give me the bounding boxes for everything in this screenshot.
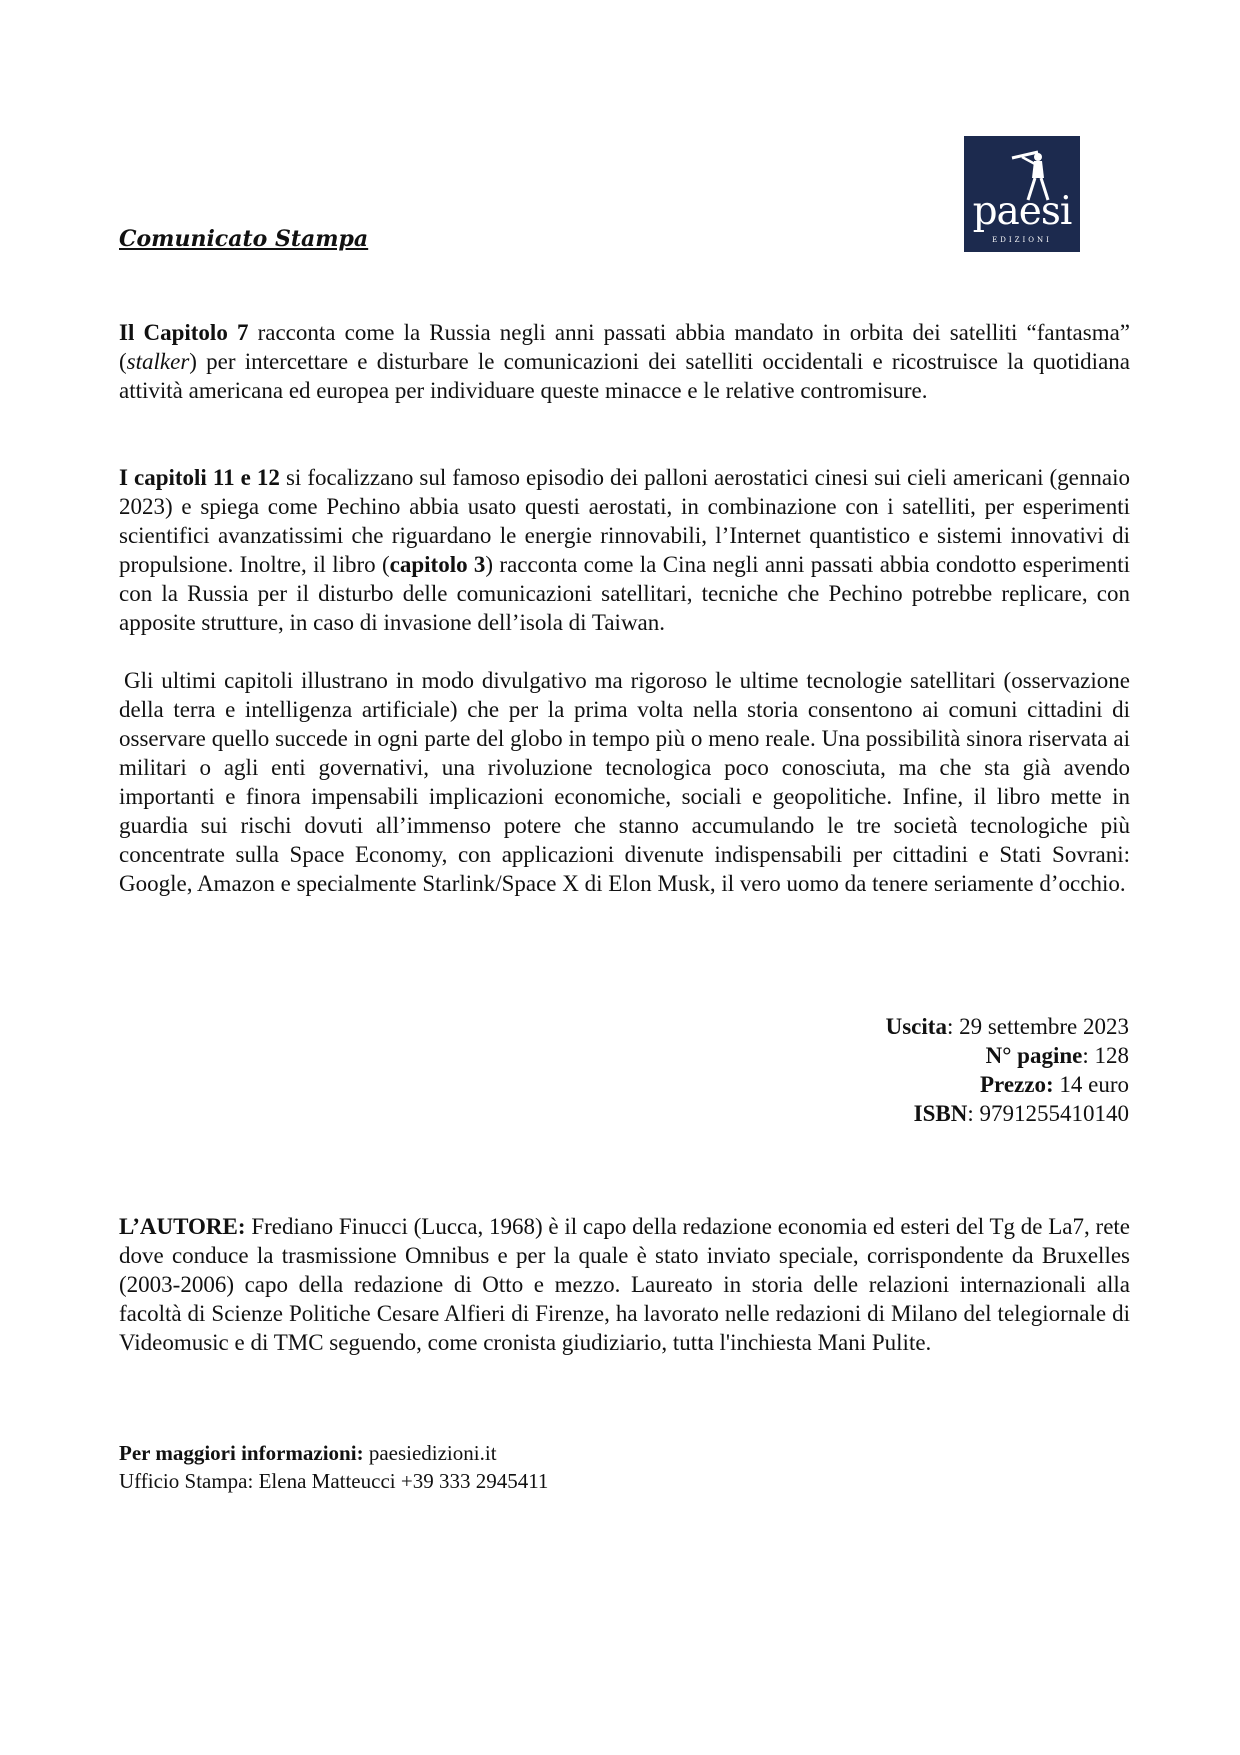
- isbn-value: 9791255410140: [973, 1101, 1129, 1126]
- more-info-label: Per maggiori informazioni:: [119, 1441, 364, 1465]
- release-sep: :: [946, 1014, 954, 1039]
- author-label: L’AUTORE:: [119, 1214, 246, 1239]
- book-info: [700, 1012, 1129, 1128]
- price: [700, 1070, 1129, 1099]
- more-info-line: [119, 1439, 548, 1467]
- release-date: [700, 1012, 1129, 1041]
- paragraph1-text-a: racconta come la Russia negli anni passati abbia mandato in orbita dei satelliti “fantasma” (: [119, 320, 1130, 374]
- release-value: 29 settembre 2023: [953, 1014, 1129, 1039]
- paragraph1-text-b: ) per intercettare e disturbare le comunicazioni dei satelliti occidentali e ricostruisce la quotidiana attività americana ed europea per individuare queste minacce e le relative contromisure.: [119, 349, 1130, 403]
- release-label: Uscita: [885, 1014, 947, 1039]
- paragraph2-text-a: si focalizzano sul famoso episodio dei palloni aerostatici cinesi sui cieli americani (gennaio 2023) e spiega come Pechino abbia usato questi aerostati, in combinazione con i satelliti, per esperimenti scientifici avanzatissimi che riguardano le energie rinnovabili, l’Internet quantistico e sistemi innovativi di propulsione. Inoltre, il libro (: [119, 465, 1130, 577]
- paragraph-chapters-11-12: [119, 463, 1130, 637]
- chapter-3-ref: capitolo 3: [389, 552, 486, 577]
- document-title: Comunicato Stampa: [119, 226, 369, 252]
- author-text: Frediano Finucci (Lucca, 1968) è il capo della redazione economia ed esteri del Tg de La7, rete dove conduce la trasmissione Omnibus e per la quale è stato inviato speciale, corrispondente da Bruxelles (2003-2006) capo della redazione di Otto e mezzo. Laureato in storia delle relazioni internazionali alla facoltà di Scienze Politiche Cesare Alfieri di Firenze, ha lavorato nelle redazioni di Milano del telegiornale di Videomusic e di TMC seguendo, come cronista giudiziario, tutta l'inchiesta Mani Pulite.: [119, 1214, 1130, 1355]
- website-link[interactable]: paesiedizioni.it: [363, 1441, 497, 1465]
- publisher-logo: [964, 136, 1080, 252]
- author-bio: [119, 1212, 1130, 1357]
- isbn: [700, 1099, 1129, 1128]
- paragraph2-text-b: ) racconta come la Cina negli anni passati abbia condotto esperimenti con la Russia per il disturbo delle comunicazioni satellitari, tecniche che Pechino potrebbe replicare, con apposite strutture, in caso di invasione dell’isola di Taiwan.: [119, 552, 1130, 635]
- logo-subtitle: EDIZIONI: [992, 236, 1052, 244]
- isbn-label: ISBN: [913, 1101, 968, 1126]
- pages-label: N° pagine: [985, 1043, 1083, 1068]
- stalker-term: stalker: [126, 349, 190, 374]
- chapter-7-lead: Il Capitolo 7: [119, 320, 249, 345]
- pages-value: 128: [1088, 1043, 1129, 1068]
- paragraph-chapter-7: [119, 318, 1130, 405]
- contacts: [119, 1439, 548, 1495]
- isbn-sep: :: [967, 1101, 974, 1126]
- price-value: 14 euro: [1053, 1072, 1129, 1097]
- press-office-line: Ufficio Stampa: Elena Matteucci +39 333 2945411: [119, 1469, 549, 1493]
- paragraph-final-chapters: Gli ultimi capitoli illustrano in modo divulgativo ma rigoroso le ultime tecnologie satellitari (osservazione della terra e intelligenza artificiale) che per la prima volta nella storia consentono ai comuni cittadini di osservare quello succede in ogni parte del globo in tempo più o meno reale. Una possibilità sinora riservata ai militari o agli enti governativi, una rivoluzione tecnologica poco conosciuta, ma che sta già avendo importanti e finora impensabili implicazioni economiche, sociali e geopolitiche. Infine, il libro mette in guardia sui rischi dovuti all’immenso potere che stanno accumulando le tre società tecnologiche più concentrate sulla Space Economy, con applicazioni divenute indispensabili per cittadini e Stati Sovrani: Google, Amazon e specialmente Starlink/Space X di Elon Musk, il vero uomo da tenere seriamente d’occhio.: [119, 668, 1130, 896]
- logo-wordmark: paesi: [972, 189, 1072, 234]
- chapters-11-12-lead: I capitoli 11 e 12: [119, 465, 280, 490]
- price-label: Prezzo:: [979, 1072, 1054, 1097]
- pages-sep: :: [1082, 1043, 1089, 1068]
- page-count: [700, 1041, 1129, 1070]
